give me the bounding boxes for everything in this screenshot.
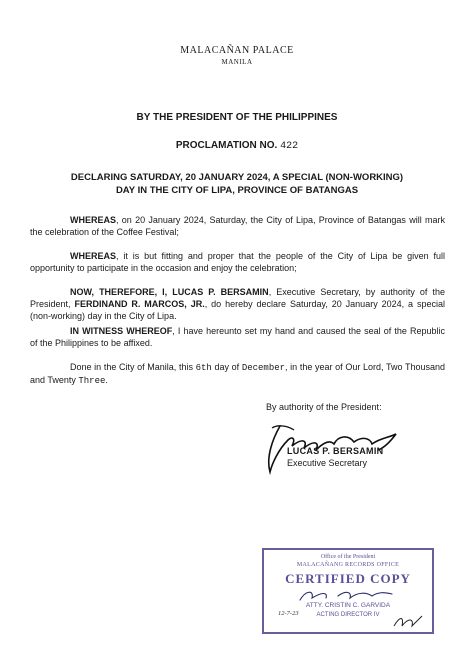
signatory-title: Executive Secretary <box>287 458 368 468</box>
title-line-1: DECLARING SATURDAY, 20 JANUARY 2024, A SPECIAL (NON-WORKING) <box>70 172 404 183</box>
done-year: Three <box>78 376 106 386</box>
proclamation-label: PROCLAMATION NO. <box>175 140 278 151</box>
done-month: December <box>241 363 286 373</box>
whereas-paragraph-2 <box>30 250 445 274</box>
witness-text: , I have hereunto set my hand and caused the seal of the Republic of the Philippines to be affixed. <box>30 326 445 348</box>
authority-line: By authority of the President: <box>266 402 382 412</box>
done-text-a: Done in the City of Manila, this <box>70 362 196 372</box>
declaration-tail: , do hereby declare Saturday, 20 January 2024, a special (non-working) day in the City of Lipa. <box>30 299 445 321</box>
signatory-name: LUCAS P. BERSAMIN <box>287 446 384 456</box>
stamp-initials <box>392 612 426 630</box>
stamp-certifier-title: ACTING DIRECTOR IV <box>316 612 380 618</box>
done-text-c: , in the year of Our Lord, Two Thousand and Twenty <box>30 362 446 385</box>
witness-lead: IN WITNESS WHEREOF <box>70 326 173 336</box>
stamp-records-office: MALACAÑANG RECORDS OFFICE <box>296 562 400 568</box>
certified-copy-stamp <box>262 548 434 634</box>
letterhead-name: MALACAÑAN PALACE <box>180 45 294 56</box>
stamp-office: Office of the President <box>320 554 376 560</box>
proclamation-value: 422 <box>280 141 299 152</box>
done-day: 6th <box>195 363 212 373</box>
whereas-paragraph-1 <box>30 214 445 238</box>
done-paragraph <box>30 361 445 387</box>
done-text-d: . <box>105 375 108 385</box>
proclamation-number <box>0 140 474 152</box>
issuer-heading: BY THE PRESIDENT OF THE PHILIPPINES <box>136 112 338 123</box>
letterhead-city: MANILA <box>221 58 253 66</box>
declaration-mid: , Executive Secretary, by authority of the President, <box>30 287 445 309</box>
stamp-certifier-name: ATTY. CRISTIN C. GARVIDA <box>305 602 391 609</box>
whereas-text-2: , it is but fitting and proper that the people of the City of Lipa be given full opportunity to participate in the occasion and enjoy the celebration; <box>30 251 445 273</box>
whereas-lead-1: WHEREAS <box>70 215 117 225</box>
declaration-paragraph <box>30 286 445 322</box>
proclamation-title <box>0 171 474 197</box>
title-line-2: DAY IN THE CITY OF LIPA, PROVINCE OF BATANGAS <box>115 185 359 196</box>
stamp-handwritten-date: 12-7-23 <box>278 610 299 617</box>
president-name: FERDINAND R. MARCOS, JR. <box>74 299 205 309</box>
whereas-lead-2: WHEREAS <box>70 251 117 261</box>
done-text-b: day of <box>211 362 242 372</box>
declaration-lead: NOW, THEREFORE, I, LUCAS P. BERSAMIN <box>70 287 269 297</box>
whereas-text-1: , on 20 January 2024, Saturday, the City of Lipa, Province of Batangas will mark the celebration of the Coffee Festival; <box>30 215 445 237</box>
stamp-certified-copy: CERTIFIED COPY <box>285 571 411 586</box>
witness-paragraph <box>30 325 445 349</box>
